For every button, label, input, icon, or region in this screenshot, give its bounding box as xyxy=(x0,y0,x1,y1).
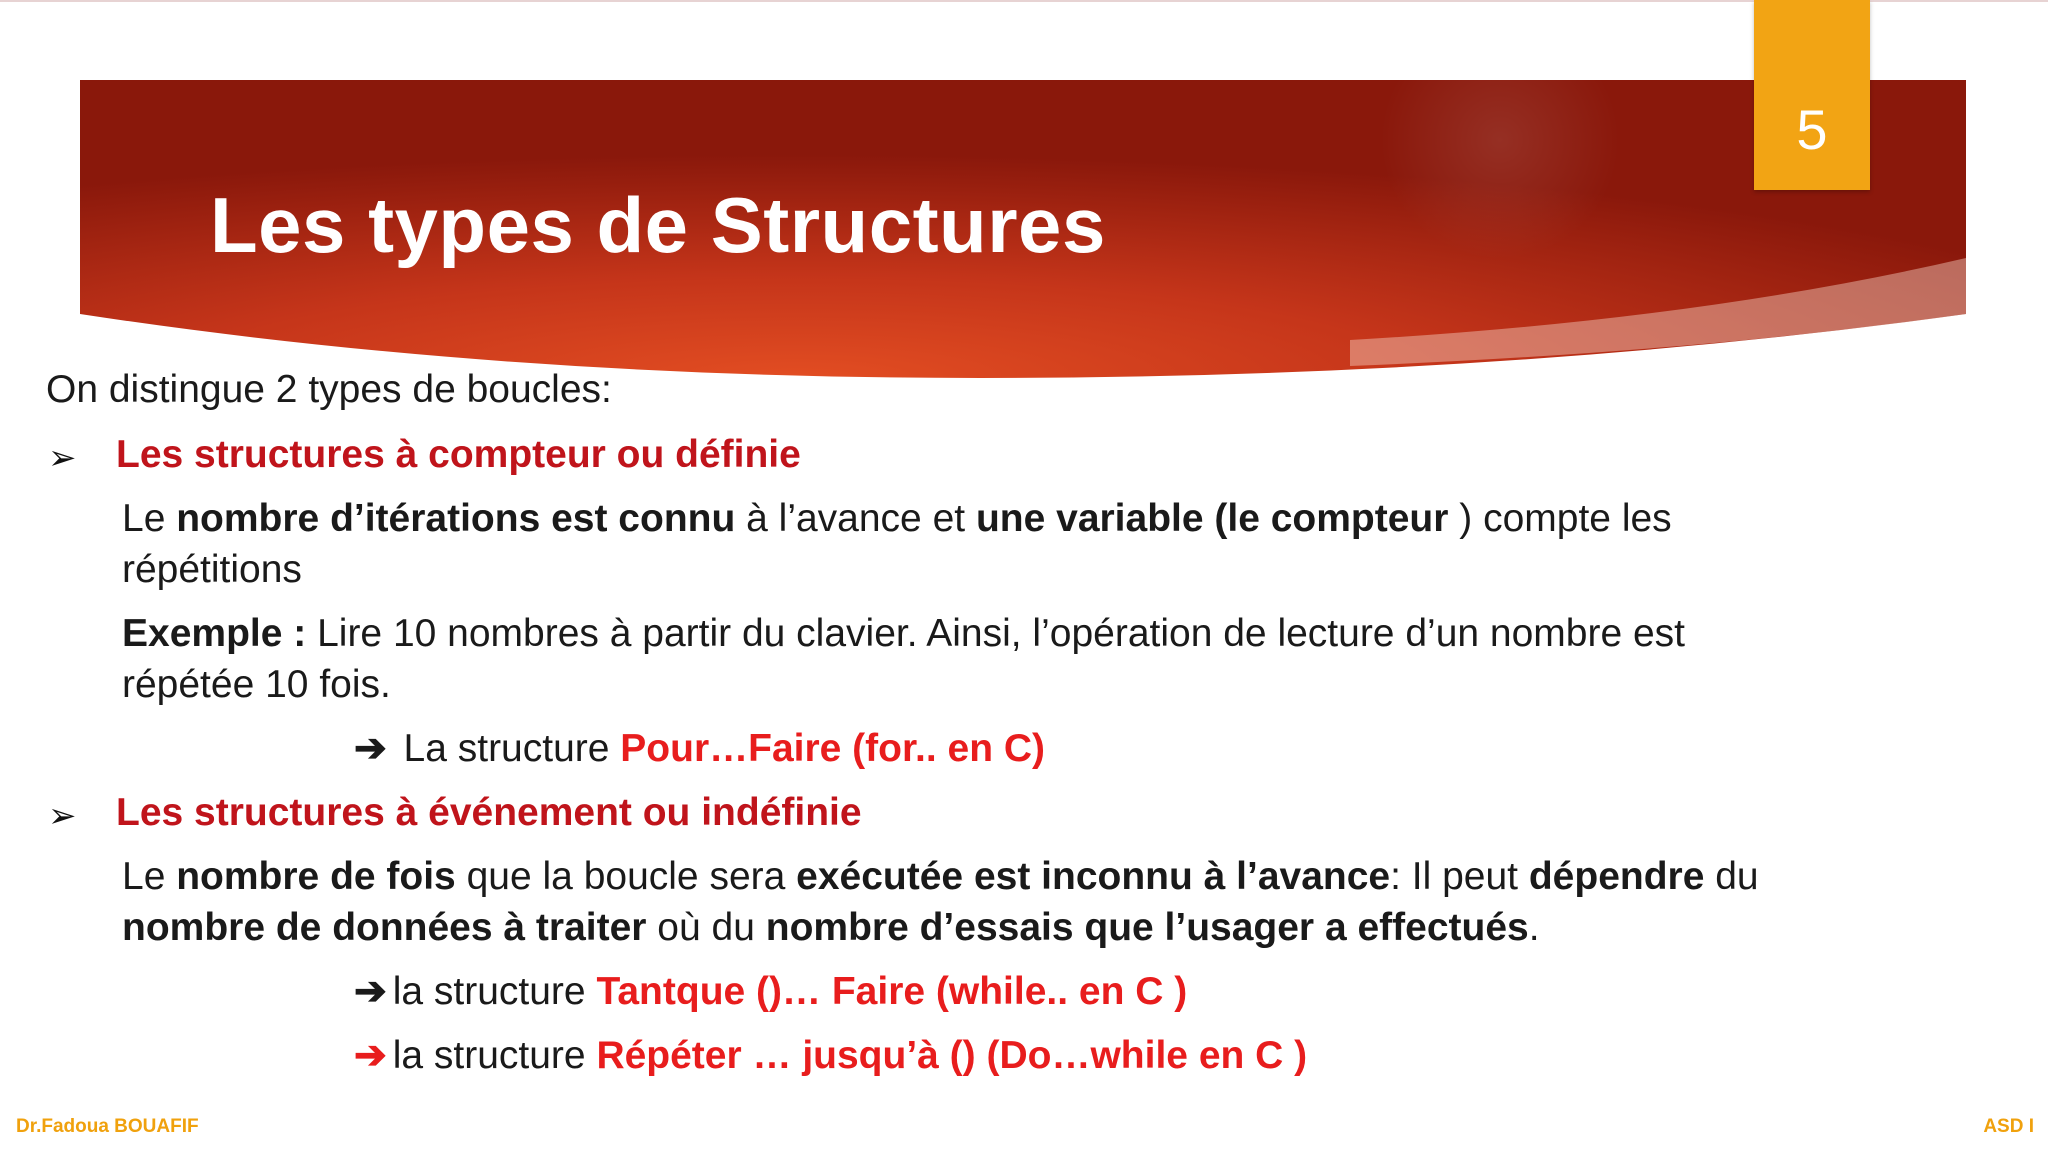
footer-course: ASD I xyxy=(1983,1116,2034,1137)
right-arrow-icon: ➔ xyxy=(354,970,387,1013)
bullet1-description: Le nombre d’itérations est connu à l’avance et une variable (le compteur ) compte les xyxy=(122,497,1672,540)
right-arrow-icon: ➔ xyxy=(354,1034,387,1077)
bullet-arrowhead-icon: ➢ xyxy=(48,797,77,835)
bullet2-heading: Les structures à événement ou indéfinie xyxy=(116,791,862,834)
bullet1-description-line2: répétitions xyxy=(122,548,302,591)
right-arrow-icon: ➔ xyxy=(354,727,387,770)
bullet2-description: Le nombre de fois que la boucle sera exécutée est inconnu à l’avance: Il peut dépendre du xyxy=(122,855,1759,898)
bullet2-structure-dowhile: ➔ la structure Répéter … jusqu’à () (Do…while en C ) xyxy=(354,1031,1307,1082)
intro-text: On distingue 2 types de boucles: xyxy=(46,368,612,411)
bullet2-structure-while: ➔ la structure Tantque ()… Faire (while.. en C ) xyxy=(354,967,1187,1018)
bullet1-example-line2: répétée 10 fois. xyxy=(122,663,391,706)
bullet1-structure: ➔ La structure Pour…Faire (for.. en C) xyxy=(354,724,1045,775)
page-number: 5 xyxy=(1796,98,1828,161)
slide-title: Les types de Structures xyxy=(210,181,1106,269)
footer-author: Dr.Fadoua BOUAFIF xyxy=(16,1116,199,1137)
bullet1-example: Exemple : Lire 10 nombres à partir du clavier. Ainsi, l’opération de lecture d’un nombre est xyxy=(122,612,1685,655)
bullet1-heading: Les structures à compteur ou définie xyxy=(116,433,801,476)
bullet-arrowhead-icon: ➢ xyxy=(48,439,77,477)
bullet2-description-line2: nombre de données à traiter où du nombre d’essais que l’usager a effectués. xyxy=(122,906,1540,949)
